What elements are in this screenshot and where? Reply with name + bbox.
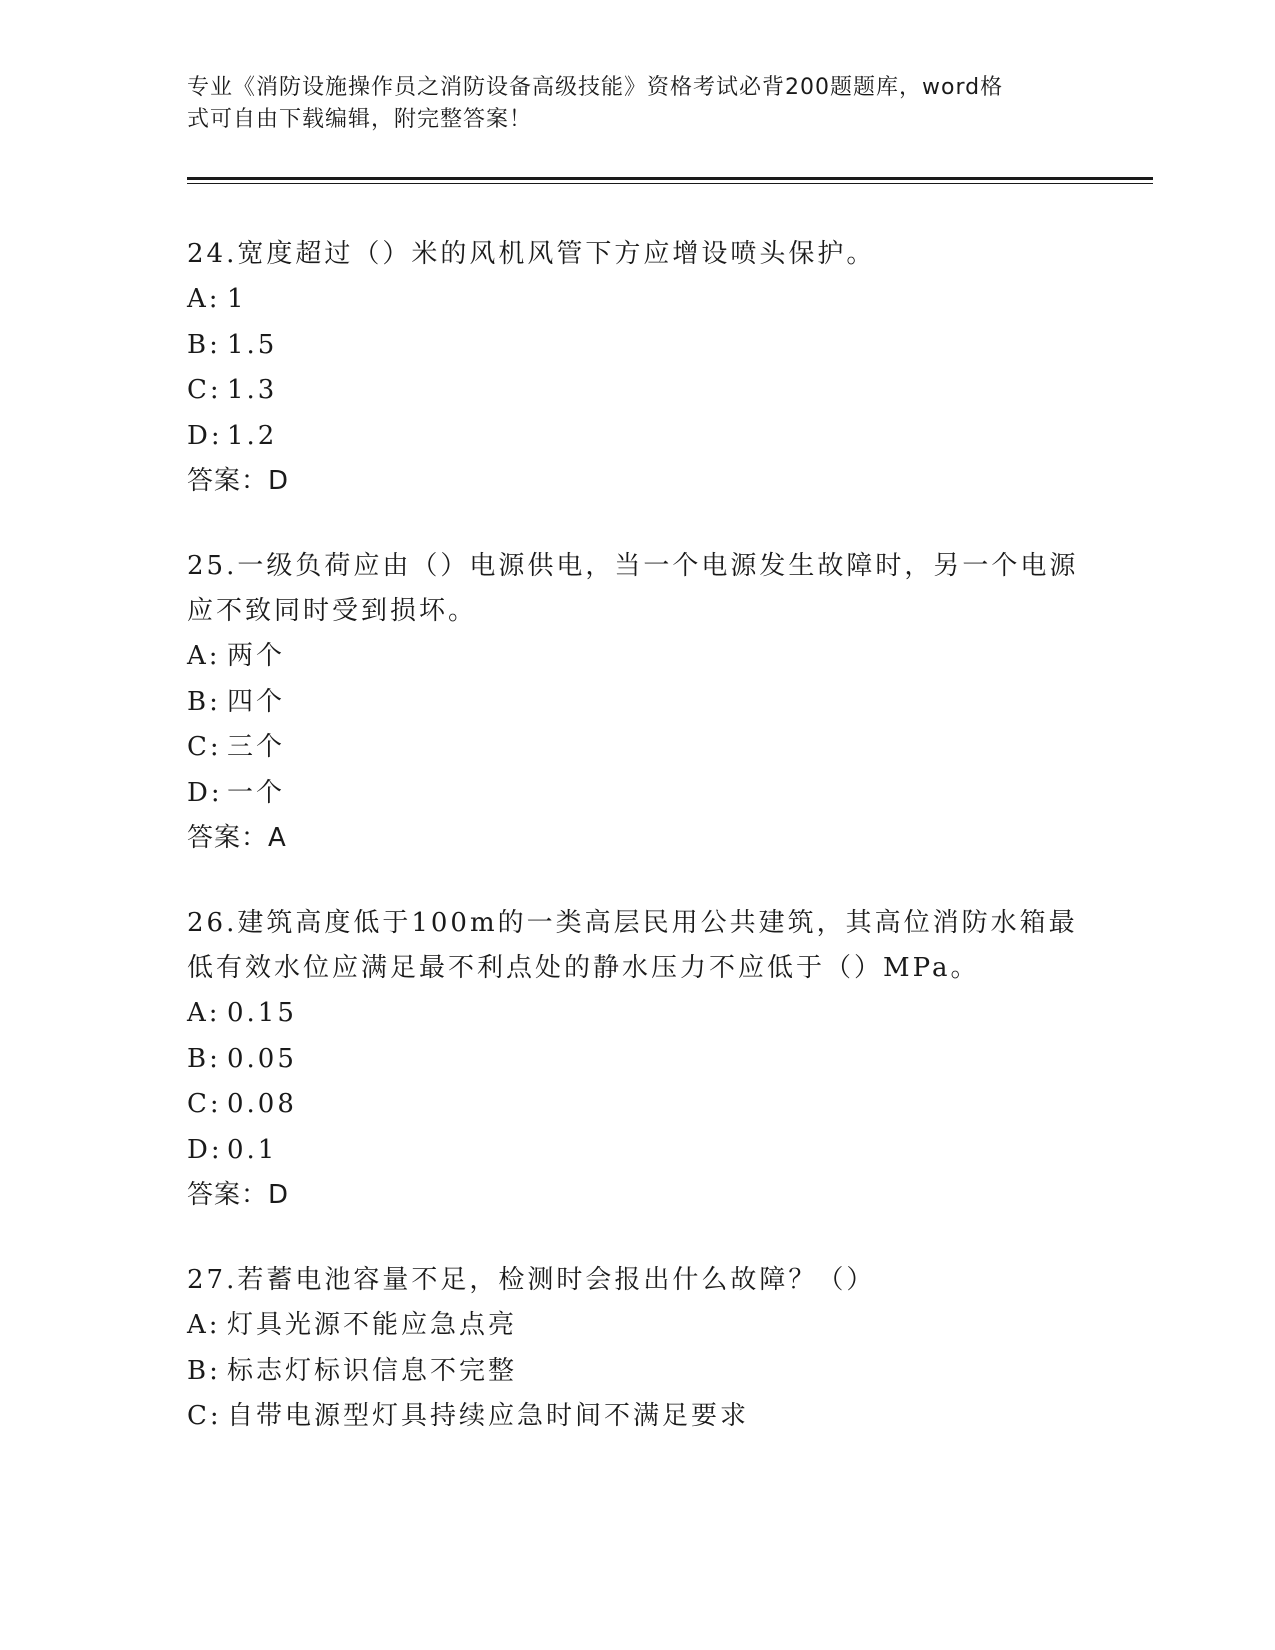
question-26: [187, 901, 1087, 1218]
option-text: 0.05: [227, 1043, 297, 1074]
question-text: 25.一级负荷应由（）电源供电，当一个电源发生故障时，另一个电源应不致同时受到损坏。: [187, 551, 1079, 626]
question-27: [187, 1258, 1087, 1440]
option-b: [187, 1037, 1087, 1083]
option-c: [187, 1082, 1087, 1128]
option-text: 自带电源型灯具持续应急时间不满足要求: [227, 1401, 750, 1431]
option-letter: D:: [187, 420, 223, 451]
option-c: [187, 368, 1087, 414]
option-letter: A:: [187, 641, 221, 671]
option-d: [187, 771, 1087, 817]
option-letter: D:: [187, 1134, 223, 1165]
option-a: [187, 277, 1087, 323]
option-b: [187, 680, 1087, 726]
question-text: 26.建筑高度低于100m的一类高层民用公共建筑，其高位消防水箱最低有效水位应满足最不利点处的静水压力不应低于（）MPa。: [187, 908, 1078, 983]
option-text: 三个: [227, 732, 286, 762]
option-text: 灯具光源不能应急点亮: [227, 1310, 518, 1340]
header-line-2: 式可自由下载编辑，附完整答案！: [187, 107, 533, 132]
option-b: [187, 1349, 1087, 1395]
option-text: 0.08: [227, 1089, 297, 1119]
option-text: 1.3: [227, 375, 278, 405]
option-letter: A:: [187, 1310, 221, 1340]
option-text: 标志灯标识信息不完整: [227, 1355, 518, 1386]
question-list: [187, 232, 1087, 1480]
option-letter: A:: [187, 284, 221, 314]
option-letter: B:: [187, 1355, 221, 1386]
option-b: [187, 323, 1087, 369]
option-letter: B:: [187, 1043, 221, 1074]
header-divider-thin: [187, 183, 1153, 184]
option-text: 1: [227, 284, 247, 314]
option-a: [187, 634, 1087, 680]
document-header: [187, 72, 1067, 136]
answer-line: 答案：D: [187, 466, 290, 496]
question-text: 27.若蓄电池容量不足，检测时会报出什么故障？（）: [187, 1265, 876, 1295]
option-text: 1.2: [227, 420, 278, 451]
option-text: 两个: [227, 641, 286, 671]
option-c: [187, 1394, 1087, 1440]
option-text: 一个: [227, 777, 286, 808]
option-c: [187, 725, 1087, 771]
answer-line: 答案：A: [187, 823, 287, 853]
option-text: 0.15: [227, 998, 297, 1028]
option-letter: D:: [187, 777, 223, 808]
question-text: 24.宽度超过（）米的风机风管下方应增设喷头保护。: [187, 239, 876, 269]
option-text: 0.1: [227, 1134, 278, 1165]
option-letter: C:: [187, 375, 222, 405]
answer-line: 答案：D: [187, 1180, 290, 1210]
header-line-1: 专业《消防设施操作员之消防设备高级技能》资格考试必背200题题库，word格: [187, 75, 1004, 100]
option-letter: A:: [187, 998, 221, 1028]
option-d: [187, 1128, 1087, 1174]
option-text: 1.5: [227, 329, 278, 360]
option-text: 四个: [227, 686, 286, 717]
option-letter: C:: [187, 1089, 222, 1119]
option-letter: C:: [187, 732, 222, 762]
question-25: [187, 544, 1087, 861]
option-a: [187, 991, 1087, 1037]
option-d: [187, 414, 1087, 460]
option-a: [187, 1303, 1087, 1349]
question-24: [187, 232, 1087, 504]
option-letter: B:: [187, 329, 221, 360]
option-letter: B:: [187, 686, 221, 717]
header-divider-thick: [187, 177, 1153, 180]
option-letter: C:: [187, 1401, 222, 1431]
